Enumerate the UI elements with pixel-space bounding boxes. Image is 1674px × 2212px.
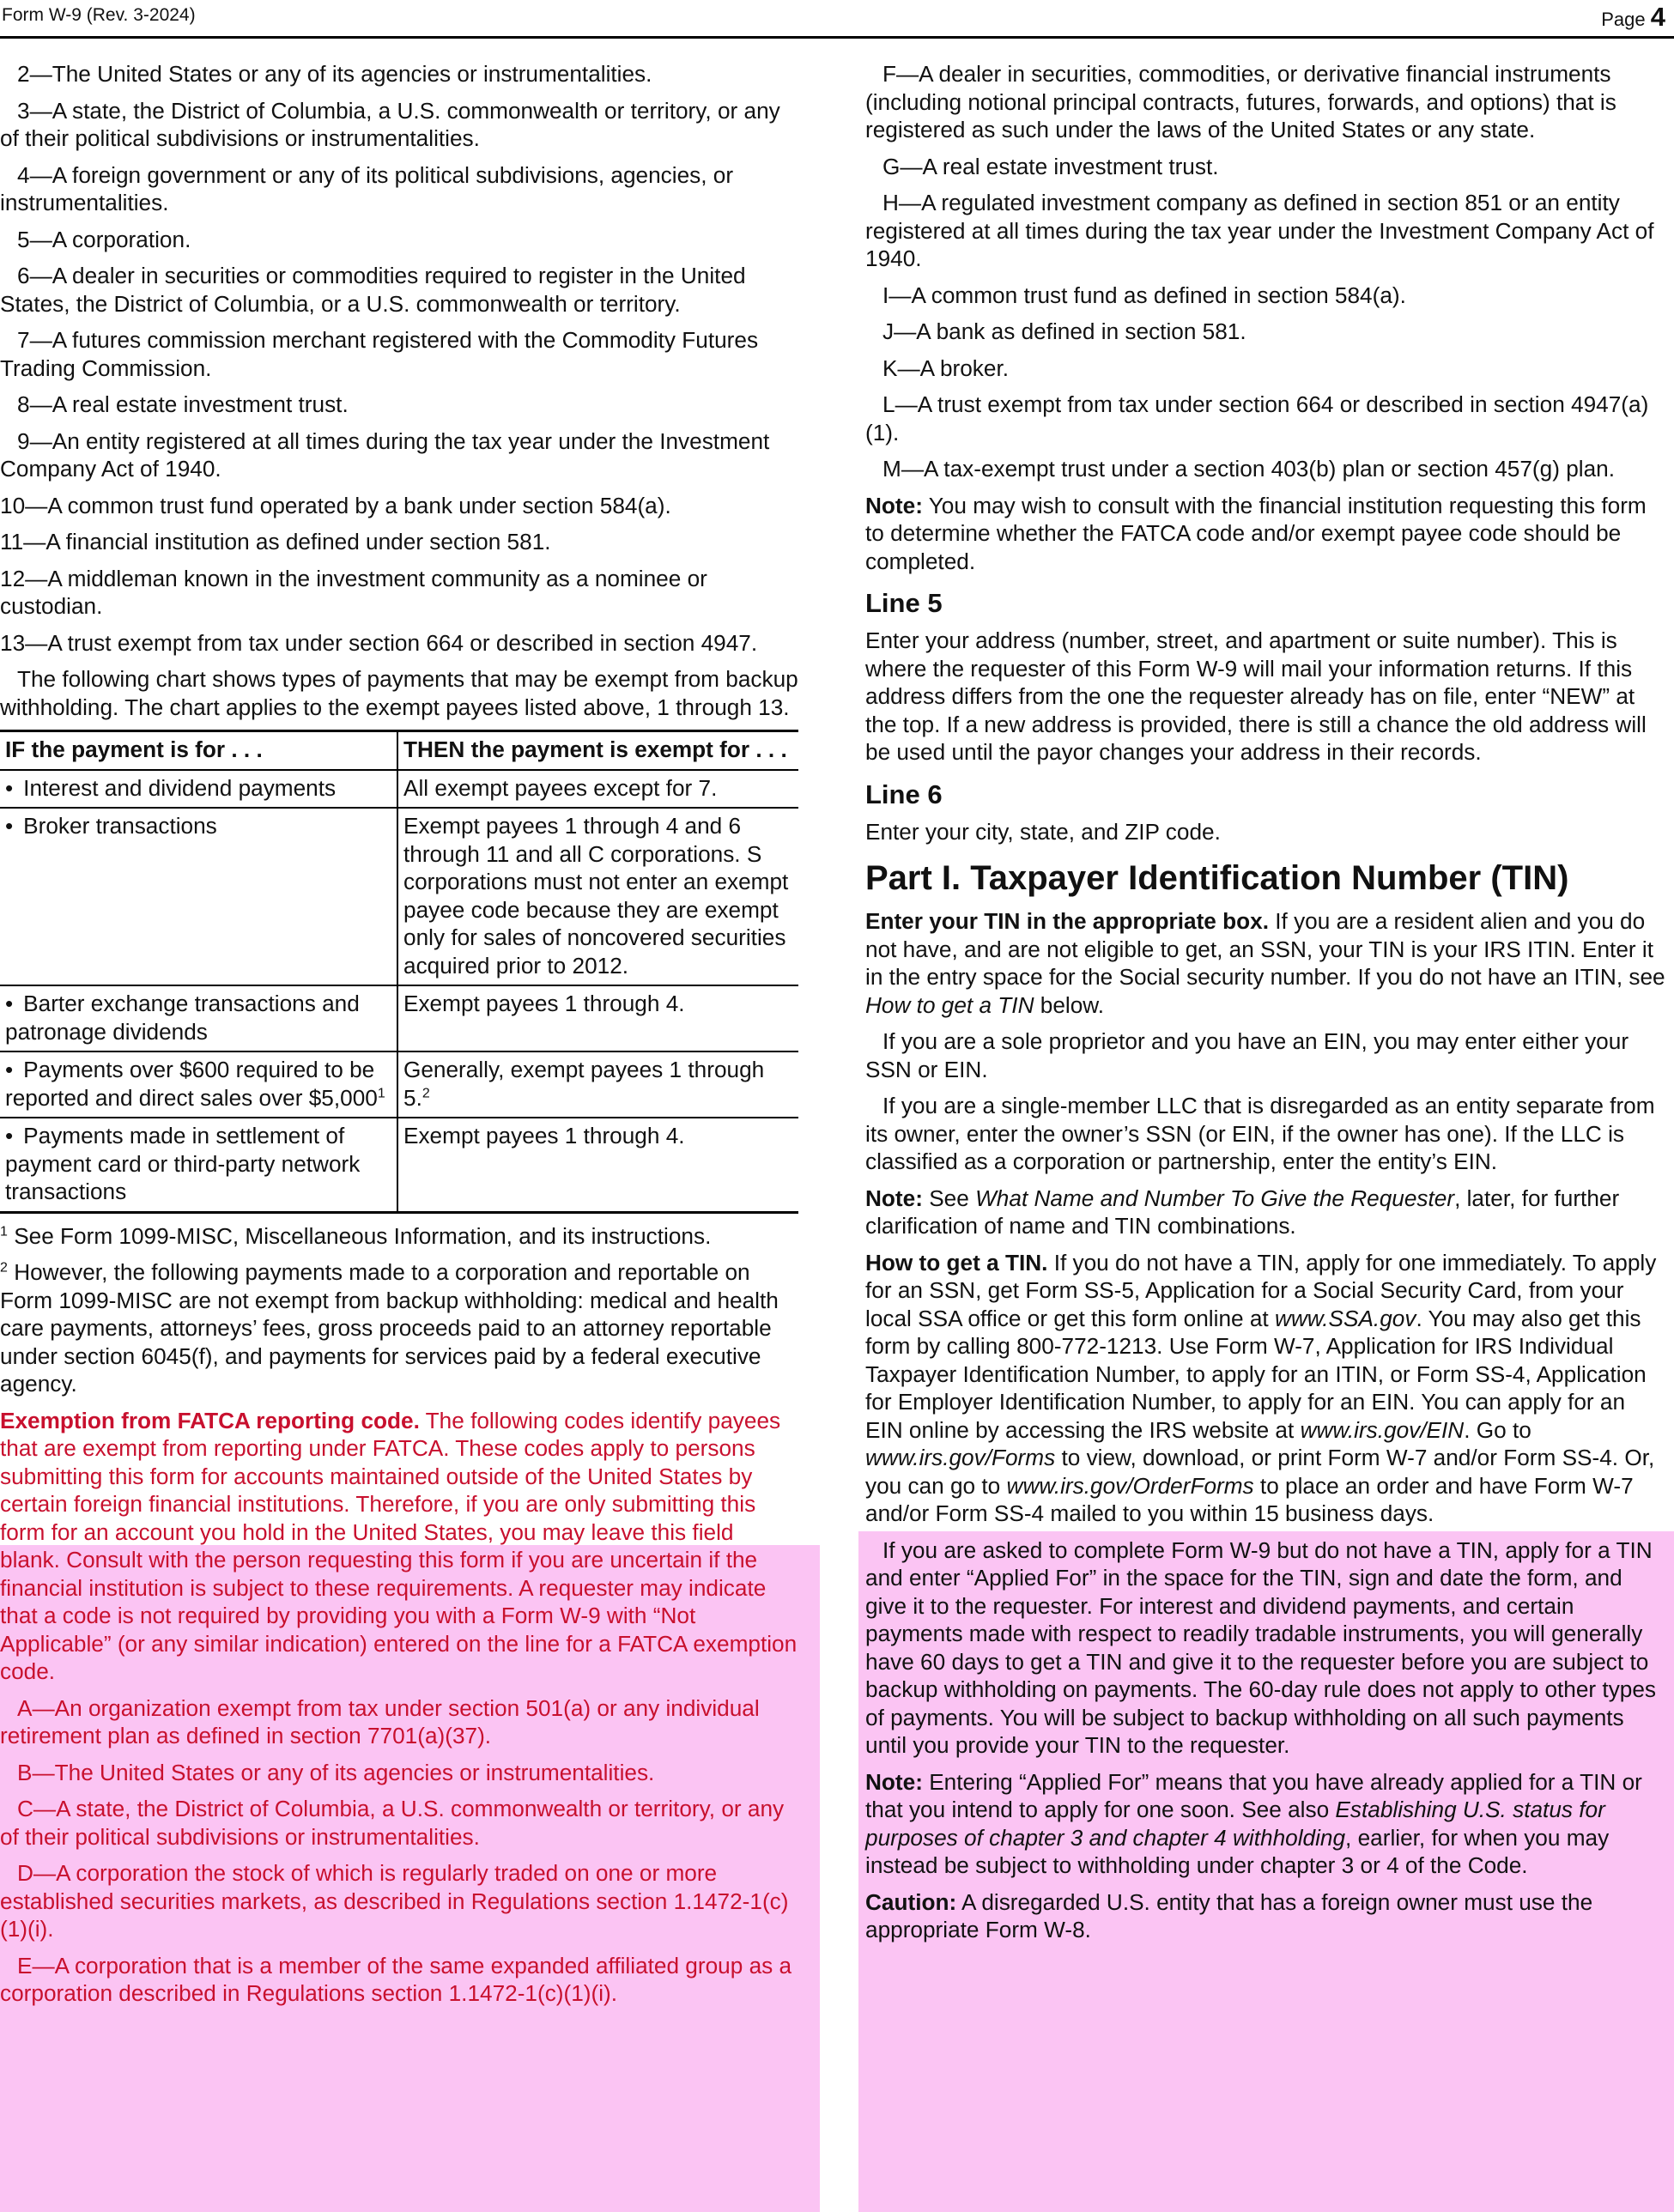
exempt-payee-item: 13—A trust exempt from tax under section 664 or described in section 4947. [0, 629, 758, 656]
irs-orderforms-link[interactable]: www.irs.gov/OrderForms [1006, 1472, 1254, 1499]
note-fatca: Note: You may wish to consult with the financial institution requesting this form to determine whether the FATCA code and/or exempt payee code should be completed. [865, 492, 1647, 574]
tin-paragraph: Enter your TIN in the appropriate box. If you are a resident alien and you do not have, and are not eligible to get, an SSN, your TIN is your IRS ITIN. Enter it in the entry space for the Social security number. If you do not have an ITIN, see How to get a TIN below. [865, 908, 1665, 1018]
fatca-heading: Exemption from FATCA reporting code. [0, 1407, 420, 1433]
table-header-then: THEN the payment is exempt for . . . [397, 731, 798, 770]
table-cell-payment: • Broker transactions [0, 808, 397, 985]
table-header-row [0, 731, 798, 770]
footnote-ref: 2 [422, 1085, 430, 1100]
page-header [0, 0, 1674, 39]
table-row [0, 1118, 798, 1212]
footnote-ref: 1 [377, 1085, 385, 1100]
fatca-code-item: L—A trust exempt from tax under section 664 or described in section 4947(a)(1). [865, 391, 1649, 445]
fatca-code-item: A—An organization exempt from tax under section 501(a) or any individual retirement plan as defined in section 7701(a)(37). [0, 1694, 760, 1748]
table-cell-payment: • Interest and dividend payments [0, 770, 397, 809]
exempt-payee-item: 9—An entity registered at all times during the tax year under the Investment Company Act of 1940. [0, 427, 770, 482]
exempt-payments-table [0, 730, 798, 1214]
table-row [0, 808, 798, 985]
table-cell-exempt: All exempt payees except for 7. [397, 770, 798, 809]
ssa-link[interactable]: www.SSA.gov [1274, 1305, 1416, 1331]
fatca-code-item: G—A real estate investment trust. [882, 153, 1219, 179]
fatca-code-item: D—A corporation the stock of which is regularly traded on one or more established securities markets, as described in Regulations section 1.1472-1(c)(1)(i). [0, 1860, 789, 1942]
table-row [0, 985, 798, 1051]
line5-text: Enter your address (number, street, and apartment or suite number). This is where the requester of this Form W-9 will mail your information returns. If this address differs from the one the requester already has on file, enter “NEW” at the top. If a new address is provided, there is still a chance the old address will be used until the payor changes your address in their records. [865, 627, 1647, 765]
fatca-code-item: I—A common trust fund as defined in section 584(a). [882, 282, 1406, 308]
table-cell-exempt: Exempt payees 1 through 4 and 6 through 11 and all C corporations. S corporations must not enter an exempt payee code because they are exempt only for sales of noncovered securities acquired prior to 2012. [397, 808, 798, 985]
exempt-payee-item: 5—A corporation. [17, 226, 191, 252]
fatca-code-item: H—A regulated investment company as defined in section 851 or an entity registered at all times during the tax year under the Investment Company Act of 1940. [865, 190, 1654, 271]
exempt-payee-item: 3—A state, the District of Columbia, a U.S. commonwealth or territory, or any of their political subdivisions or instrumentalities. [0, 97, 780, 151]
fatca-code-item: C—A state, the District of Columbia, a U.S. commonwealth or territory, or any of their political subdivisions or instrumentalities. [0, 1796, 785, 1850]
fatca-code-item: M—A tax-exempt trust under a section 403(b) plan or section 457(g) plan. [882, 456, 1615, 482]
fatca-code-item: F—A dealer in securities, commodities, or derivative financial instruments (including notional principal contracts, futures, forwards, and options) that is registered as such under the laws of the United States or any state. [865, 61, 1616, 142]
form-id: Form W-9 (Rev. 3-2024) [2, 5, 196, 25]
note-applied-for: Note: Entering “Applied For” means that you have already applied for a TIN or that you intend to apply for one soon. See also Establishing U.S. status for purposes of chapter 3 and chapter 4 withholding, earlier, for when you may instead be subject to withholding under chapter 3 or 4 of the Code. [865, 1768, 1642, 1878]
exempt-payee-item: 10—A common trust fund operated by a bank under section 584(a). [0, 492, 671, 518]
table-row [0, 770, 798, 809]
table-cell-payment: • Barter exchange transactions and patronage dividends [0, 985, 397, 1051]
fatca-code-item: E—A corporation that is a member of the same expanded affiliated group as a corporation described in Regulations section 1.1472-1(c)(1)(i). [0, 1952, 792, 2006]
table-cell-exempt: Generally, exempt payees 1 through 5.$^2$ [397, 1051, 798, 1118]
page-number: Page 4 [1601, 2, 1665, 32]
exempt-payee-item: 4—A foreign government or any of its political subdivisions, agencies, or instrumentalities. [0, 161, 734, 215]
exempt-payee-item: 6—A dealer in securities or commodities required to register in the United States, the District of Columbia, or a U.S. commonwealth or territory. [0, 263, 746, 317]
irs-forms-link[interactable]: www.irs.gov/Forms [865, 1445, 1056, 1470]
sole-proprietor-paragraph: If you are a sole proprietor and you have an EIN, you may enter either your SSN or EIN. [865, 1028, 1629, 1082]
exempt-payee-item: 11—A financial institution as defined under section 581. [0, 529, 551, 555]
footnote-2: $^2$ However, the following payments made to a corporation and reportable on Form 1099-MISC are not exempt from backup withholding: medical and health care payments, attorneys’ fees, gross proceeds paid to an attorney reportable under section 6045(f), and payments for services paid by a federal executive agency. [0, 1259, 779, 1397]
table-cell-payment: • Payments over $600 required to be reported and direct sales over $5,000$^1$ [0, 1051, 397, 1118]
irs-ein-link[interactable]: www.irs.gov/EIN [1300, 1416, 1465, 1443]
left-column [0, 60, 798, 2016]
fatca-code-item: J—A bank as defined in section 581. [882, 318, 1246, 344]
fatca-code-item: K—A broker. [882, 355, 1010, 381]
exempt-payee-item: 8—A real estate investment trust. [17, 391, 349, 417]
caution-paragraph: Caution: A disregarded U.S. entity that has a foreign owner must use the appropriate Form W-8. [865, 1888, 1593, 1942]
exempt-payee-item: 7—A futures commission merchant registered with the Commodity Futures Trading Commission. [0, 327, 759, 381]
note-name-number: Note: See What Name and Number To Give the Requester, later, for further clarification of name and TIN combinations. [865, 1185, 1620, 1239]
table-cell-exempt: Exempt payees 1 through 4. [397, 1118, 798, 1212]
part1-heading: Part I. Taxpayer Identification Number (TIN) [865, 859, 1569, 897]
exempt-payee-item: 12—A middleman known in the investment community as a nominee or custodian. [0, 565, 707, 619]
fatca-paragraph: Exemption from FATCA reporting code. The following codes identify payees that are exempt from reporting under FATCA. These codes apply to persons submitting this form for accounts maintained outside of the United States by certain foreign financial institutions. Therefore, if you are only submitting this form for an account you hold in the United States, you may leave this field blank. Consult with the person requesting this form if you are uncertain if the financial institution is subject to these requirements. A requester may indicate that a code is not required by providing you with a Form W-9 with “Not Applicable” (or any similar indication) entered on the line for a FATCA exemption code. [0, 1407, 798, 1684]
line5-heading: Line 5 [865, 588, 943, 618]
table-cell-exempt: Exempt payees 1 through 4. [397, 985, 798, 1051]
exempt-payee-item: 2—The United States or any of its agencies or instrumentalities. [17, 61, 652, 87]
line6-heading: Line 6 [865, 779, 943, 809]
how-to-get-tin: How to get a TIN. If you do not have a TIN, apply for one immediately. To apply for an SSN, get Form SS-5, Application for a Social Security Card, from your local SSA office or get this form online at www.SSA.gov. You may also get this form by calling 800-772-1213. Use Form W-7, Application for IRS Individual Taxpayer Identification Number, to apply for an ITIN, or Form SS-4, Application for Employer Identification Number, to apply for an EIN. You can apply for an EIN online by accessing the IRS website at www.irs.gov/EIN. Go to www.irs.gov/Forms to view, download, or print Form W-7 and/or Form SS-4. Or, you can go to www.irs.gov/OrderForms to place an order and have Form W-7 and/or Form SS-4 mailed to you within 15 business days. [865, 1249, 1657, 1526]
footnote-1: $^1$ See Form 1099-MISC, Miscellaneous Information, and its instructions. [0, 1222, 712, 1249]
table-cell-payment: • Payments made in settlement of payment card or third-party network transactions [0, 1118, 397, 1212]
right-column [865, 60, 1668, 1953]
table-header-if: IF the payment is for . . . [0, 731, 397, 770]
applied-for-paragraph: If you are asked to complete Form W-9 but do not have a TIN, apply for a TIN and enter “Applied For” in the space for the TIN, sign and date the form, and give it to the requester. For interest and dividend payments, and certain payments made with respect to readily tradable instruments, you will generally have 60 days to get a TIN and give it to the requester before you are subject to backup withholding on payments. The 60-day rule does not apply to other types of payments. You will be subject to backup withholding on all such payments until you provide your TIN to the requester. [865, 1536, 1657, 1758]
line6-text: Enter your city, state, and ZIP code. [865, 818, 1221, 845]
chart-intro: The following chart shows types of payments that may be exempt from backup withholding. The chart applies to the exempt payees listed above, 1 through 13. [0, 666, 798, 720]
table-row [0, 1051, 798, 1118]
fatca-code-item: B—The United States or any of its agencies or instrumentalities. [17, 1759, 655, 1785]
llc-paragraph: If you are a single-member LLC that is disregarded as an entity separate from its owner, enter the owner’s SSN (or EIN, if the owner has one). If the LLC is classified as a corporation or partnership, enter the entity’s EIN. [865, 1093, 1655, 1174]
